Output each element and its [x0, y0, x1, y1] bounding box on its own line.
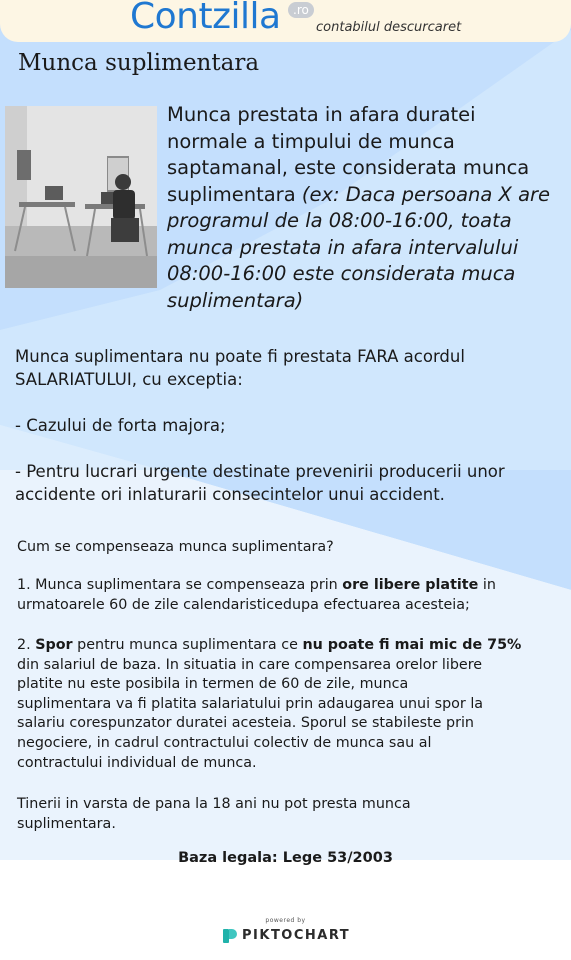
compensation-point-2: 2. Spor pentru munca suplimentara ce nu poate fi mai mic de 75% din salariul de baza. In situatia in care compensarea orelor libere platite nu este posibila in termen de 60 de zile, munca suplimentara va fi platita salariatului prin adaugarea unui spor la salariu corespunzator duratei acesteia. Sporul se stabileste prin negociere, in cadrul contractului colectiv de munca sau al contractului individual de munca. [17, 637, 522, 771]
highlight-text: Spor [35, 637, 73, 653]
legal-basis: Baza legala: Lege 53/2003 [178, 850, 393, 866]
powered-by-label: powered by [265, 917, 306, 924]
intro-line [167, 182, 567, 209]
page-title: Munca suplimentara [18, 50, 260, 76]
brand-suffix: .ro [288, 2, 314, 18]
intro-example-line: munca prestata in afara intervalului [167, 235, 519, 259]
intro-example-line: 08:00-16:00 este considerata muca [167, 262, 516, 285]
intro-text: suplimentara [167, 182, 302, 206]
youth-note: Tinerii in varsta de pana la 18 ani nu pot presta munca suplimentara. [17, 796, 411, 832]
consent-rule [15, 345, 560, 391]
highlight-text: nu poate fi mai mic de 75% [302, 637, 522, 653]
header-bar [0, 0, 571, 42]
exception-item: - Cazului de forta majora; [15, 416, 226, 435]
highlight-text: ore libere platite [342, 577, 479, 593]
intro-line: saptamanal, este considerata munca [167, 156, 530, 179]
exception-item: - Pentru lucrari urgente destinate prevenirii producerii unor accidente ori inlaturarii consecintelor unui accident. [15, 462, 505, 504]
piktochart-brand[interactable]: PIKTOCHART [242, 928, 351, 943]
intro-example-line: programul de la 08:00-16:00, toata [167, 209, 512, 232]
brand-logo[interactable]: Contzilla [130, 0, 281, 37]
intro-example-line: suplimentara) [167, 288, 304, 312]
intro-definition [167, 102, 567, 314]
intro-example: (ex: Daca persoana X are [301, 182, 551, 206]
compensation-question: Cum se compenseaza munca suplimentara? [17, 539, 334, 555]
brand-tagline: contabilul descurcaret [316, 20, 462, 35]
intro-line: normale a timpului de munca [167, 129, 455, 153]
office-photo [5, 106, 157, 288]
intro-line: Munca prestata in afara duratei [167, 103, 476, 126]
compensation-point-1: 1. Munca suplimentara se compenseaza prin ore libere platite in urmatoarele 60 de zile calendaristicedupa efectuarea acesteia; [17, 577, 496, 613]
consent-line: SALARIATULUI, cu exceptia: [15, 370, 243, 389]
piktochart-logo-icon[interactable] [222, 928, 238, 944]
consent-line: Munca suplimentara nu poate fi prestata FARA acordul [15, 347, 465, 366]
